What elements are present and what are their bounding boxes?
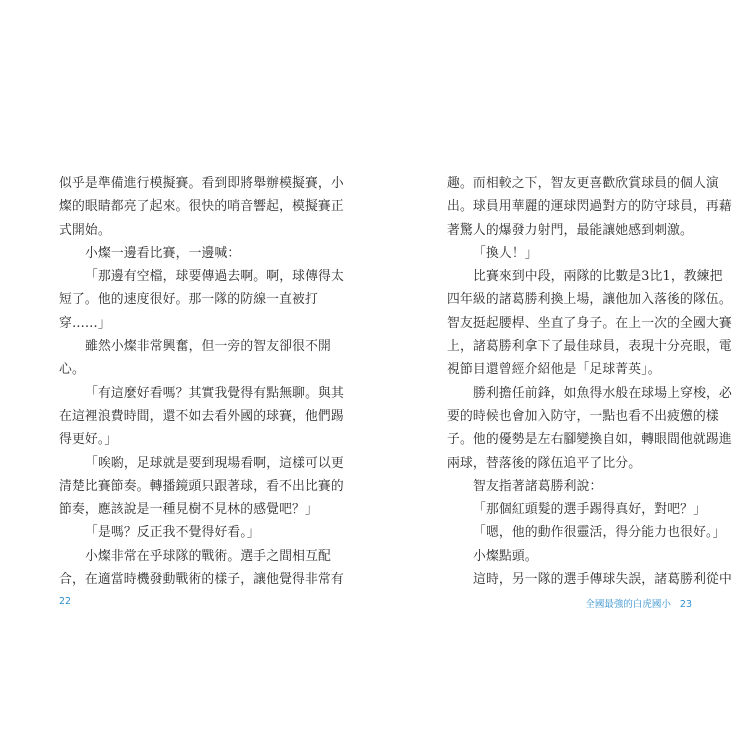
running-head: 全國最強的白虎國小 — [585, 599, 671, 610]
text-line: 比賽來到中段，兩隊的比數是3比1，教練把 — [473, 269, 723, 285]
text-line: 這時，另一隊的選手傳球失誤，諸葛勝利從中 — [473, 572, 732, 588]
text-line: 小燦一邊看比賽，一邊喊： — [85, 245, 241, 261]
text-line: 智友挺起腰桿、坐直了身子。在上一次的全國大賽 — [447, 315, 732, 331]
text-line: 「唉喲，足球就是要到現場看啊，這樣可以更 — [85, 455, 344, 471]
text-line: 心。 — [59, 362, 85, 378]
text-line: 「換人！」 — [473, 245, 538, 261]
text-line: 「嗯，他的動作很靈活，得分能力也很好。」 — [473, 525, 726, 541]
text-line: 上，諸葛勝利拿下了最佳球員，表現十分亮眼，電 — [447, 339, 732, 355]
text-line: 子。他的優勢是左右腳變換自如，轉眼間他就踢進 — [447, 432, 732, 448]
text-line: 視節目還曾經介紹他是「足球菁英」。 — [447, 362, 661, 378]
page-number-left: 22 — [59, 596, 72, 607]
text-line: 在這裡浪費時間，還不如去看外國的球賽，他們踢 — [59, 408, 344, 424]
text-line: 節奏，應該說是一種見樹不見林的感覺吧？」 — [59, 502, 318, 518]
text-line: 雖然小燦非常興奮，但一旁的智友卻很不開 — [85, 339, 331, 355]
page-number-right: 23 — [679, 599, 692, 610]
right-page-footer — [585, 596, 692, 610]
text-line: 燦的眼睛都亮了起來。很快的哨音響起，模擬賽正 — [59, 199, 344, 215]
text-line: 短了。他的速度很好。那一隊的防線一直被打 — [59, 292, 318, 308]
text-line: 「那邊有空檔，球要傳過去啊。啊，球傳得太 — [85, 269, 344, 285]
text-line: 兩球，替落後的隊伍追平了比分。 — [447, 455, 642, 471]
text-line: 似乎是準備進行模擬賽。看到即將舉辦模擬賽，小 — [59, 176, 344, 191]
text-line: 清楚比賽節奏。轉播鏡頭只跟著球，看不出比賽的 — [59, 478, 344, 494]
text-line: 智友指著諸葛勝利說： — [473, 478, 603, 494]
right-page-body — [447, 172, 732, 591]
text-line: 「有這麼好看嗎？其實我覺得有點無聊。與其 — [85, 385, 344, 401]
text-line: 合，在適當時機發動戰術的樣子，讓他覺得非常有 — [59, 572, 344, 588]
text-line: 勝利擔任前鋒，如魚得水般在球場上穿梭，必 — [473, 385, 732, 401]
text-line: 出。球員用華麗的運球閃過對方的防守球員，再藉 — [447, 199, 732, 215]
text-line: 穿……」 — [59, 315, 111, 331]
text-line: 小燦點頭。 — [473, 548, 538, 564]
text-line: 小燦非常在乎球隊的戰術。選手之間相互配 — [85, 548, 331, 564]
left-page-body — [59, 172, 344, 591]
text-line: 「是嗎？反正我不覺得好看。」 — [85, 525, 260, 541]
text-line: 「那個紅頭髮的選手踢得真好，對吧？」 — [473, 502, 707, 518]
text-line: 要的時候也會加入防守，一點也看不出疲憊的樣 — [447, 408, 719, 424]
text-line: 得更好。」 — [59, 432, 118, 448]
text-line: 著驚人的爆發力射門，最能讓她感到刺激。 — [447, 222, 693, 238]
text-line: 四年級的諸葛勝利換上場，讓他加入落後的隊伍。 — [447, 292, 732, 308]
text-line: 趣。而相較之下，智友更喜歡欣賞球員的個人演 — [447, 176, 719, 191]
text-line: 式開始。 — [59, 222, 111, 238]
